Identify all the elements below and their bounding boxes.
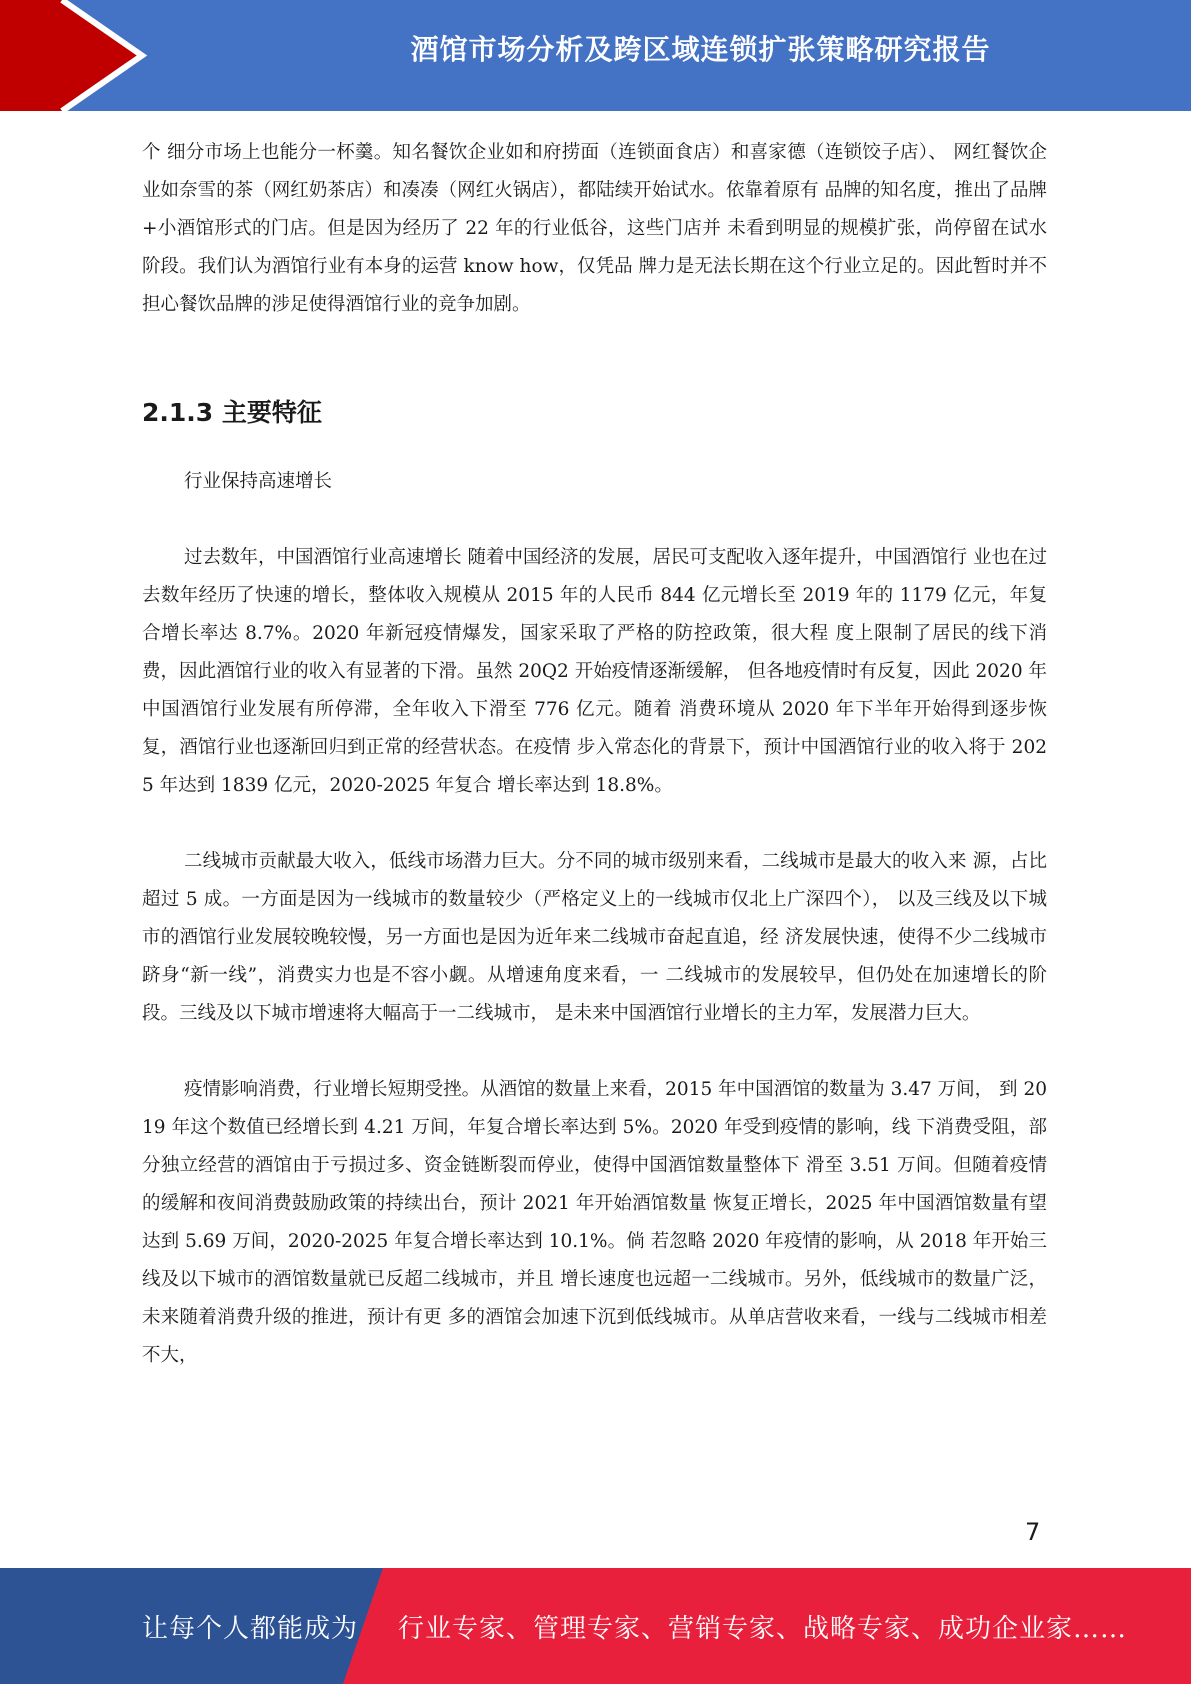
page-number: 7 <box>1025 1518 1041 1546</box>
footer-slogan-right: 行业专家、管理专家、营销专家、战略专家、成功企业家…… <box>398 1614 1128 1644</box>
subheading: 行业保持高速增长 <box>184 471 333 492</box>
red-chevron-decoration <box>0 0 160 111</box>
page-content <box>142 132 1047 1375</box>
report-title: 酒馆市场分析及跨区域连锁扩张策略研究报告 <box>410 33 991 66</box>
section-heading: 2.1.3 主要特征 <box>142 398 322 427</box>
footer-slogan-left: 让每个人都能成为 <box>142 1614 359 1644</box>
paragraph-growth: 过去数年，中国酒馆行业高速增长 随着中国经济的发展，居民可支配收入逐年提升，中国酒馆行 业也在过去数年经历了快速的增长，整体收入规模从 2015 年的人民币 844 亿元增长至 2019 年的 1179 亿元，年复合增长率达 8.7%。2020 年新冠疫情爆发，国家采取了严格的防控政策，很大程 度上限制了居民的线下消费，因此酒馆行业的收入有显著的下滑。虽然 20Q2 开始疫情逐渐缓解， 但各地疫情时有反复，因此 2020 年中国酒馆行业发展有所停滞，全年收入下滑至 776 亿元。随着 消费环境从 2020 年下半年开始得到逐步恢复，酒馆行业也逐渐回归到正常的经营状态。在疫情 步入常态化的背景下，预计中国酒馆行业的收入将于 2025 年达到 1839 亿元，2020-2025 年复合 增长率达到 18.8%。 <box>142 547 1047 796</box>
intro-paragraph: 个 细分市场上也能分一杯羹。知名餐饮企业如和府捞面（连锁面食店）和喜家德（连锁饺子店）、 网红餐饮企业如奈雪的茶（网红奶茶店）和凑凑（网红火锅店），都陆续开始试水。依靠着原有 品牌的知名度，推出了品牌+小酒馆形式的门店。但是因为经历了 22 年的行业低谷，这些门店并 未看到明显的规模扩张，尚停留在试水阶段。我们认为酒馆行业有本身的运营 know how，仅凭品 牌力是无法长期在这个行业立足的。因此暂时并不担心餐饮品牌的涉足使得酒馆行业的竞争加剧。 <box>142 142 1047 315</box>
page-footer <box>0 1568 1191 1684</box>
page-header <box>0 0 1191 111</box>
paragraph-tier-cities: 二线城市贡献最大收入，低线市场潜力巨大。分不同的城市级别来看，二线城市是最大的收入来 源，占比超过 5 成。一方面是因为一线城市的数量较少（严格定义上的一线城市仅北上广深四个）， 以及三线及以下城市的酒馆行业发展较晚较慢，另一方面也是因为近年来二线城市奋起直追，经 济发展快速，使得不少二线城市跻身“新一线”，消费实力也是不容小觑。从增速角度来看，一 二线城市的发展较早，但仍处在加速增长的阶段。三线及以下城市增速将大幅高于一二线城市， 是未来中国酒馆行业增长的主力军，发展潜力巨大。 <box>142 851 1047 1024</box>
paragraph-pandemic-impact: 疫情影响消费，行业增长短期受挫。从酒馆的数量上来看，2015 年中国酒馆的数量为 3.47 万间， 到 2019 年这个数值已经增长到 4.21 万间，年复合增长率达到 5%。2020 年受到疫情的影响，线 下消费受阻，部分独立经营的酒馆由于亏损过多、资金链断裂而停业，使得中国酒馆数量整体下 滑至 3.51 万间。但随着疫情的缓解和夜间消费鼓励政策的持续出台，预计 2021 年开始酒馆数量 恢复正增长，2025 年中国酒馆数量有望达到 5.69 万间，2020-2025 年复合增长率达到 10.1%。倘 若忽略 2020 年疫情的影响，从 2018 年开始三线及以下城市的酒馆数量就已反超二线城市，并且 增长速度也远超一二线城市。另外，低线城市的数量广泛，未来随着消费升级的推进，预计有更 多的酒馆会加速下沉到低线城市。从单店营收来看，一线与二线城市相差不大， <box>142 1079 1047 1366</box>
